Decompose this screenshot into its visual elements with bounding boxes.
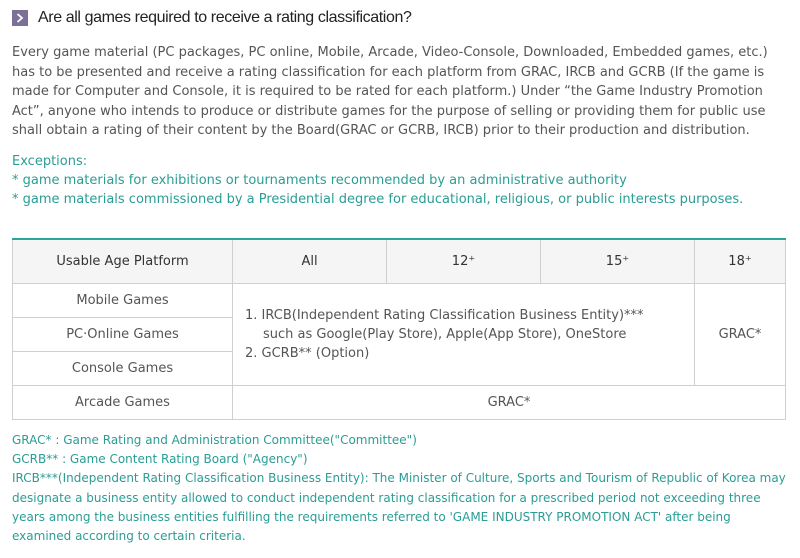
section-title: Are all games required to receive a rating classification? bbox=[38, 9, 412, 26]
ircb-line: such as Google(Play Store), Apple(App Store), OneStore bbox=[263, 327, 627, 342]
footnote: GCRB** : Game Content Rating Board ("Agency") bbox=[12, 452, 308, 467]
rating-table bbox=[12, 238, 786, 420]
exception-item: * game materials commissioned by a Presidential degree for educational, religious, or public interests purposes. bbox=[12, 192, 744, 207]
footnotes bbox=[12, 431, 788, 546]
table-header-row bbox=[13, 239, 786, 284]
exceptions-title: Exceptions: bbox=[12, 154, 88, 169]
ircb-line: 1. IRCB(Independent Rating Classification Business Entity)*** bbox=[245, 308, 644, 323]
header-12: 12⁺ bbox=[387, 239, 541, 284]
footnote: GRAC* : Game Rating and Administration Committee("Committee") bbox=[12, 433, 417, 447]
platform-console: Console Games bbox=[13, 352, 233, 386]
header-all: All bbox=[233, 239, 387, 284]
platform-pc-online: PC·Online Games bbox=[13, 318, 233, 352]
arcade-grac-cell: GRAC* bbox=[233, 386, 786, 420]
exception-item: * game materials for exhibitions or tournaments recommended by an administrative authority bbox=[12, 173, 627, 188]
table-row bbox=[13, 386, 786, 420]
table-row bbox=[13, 284, 786, 318]
exceptions-block bbox=[12, 152, 788, 209]
intro-paragraph: Every game material (PC packages, PC online, Mobile, Arcade, Video-Console, Downloaded, Embedded games, etc.) has to be presented and receive a rating classification for each platform from GRAC, IRCB and GCRB (If the game is made for Computer and Console, it is required to be rated for each platform.) Under “the Game Industry Promotion Act”, anyone who intends to produce or distribute games for the purpose of selling or providing them for public use shall obtain a rating of their content by the Board(GRAC or GCRB, IRCB) prior to their production and distribution. bbox=[12, 45, 768, 139]
header-15: 15⁺ bbox=[541, 239, 695, 284]
platform-mobile: Mobile Games bbox=[13, 284, 233, 318]
platform-arcade: Arcade Games bbox=[13, 386, 233, 420]
ircb-line: 2. GCRB** (Option) bbox=[245, 346, 370, 361]
section-heading bbox=[12, 8, 411, 28]
grac-18-cell: GRAC* bbox=[695, 284, 786, 386]
chevron-right-icon bbox=[12, 10, 28, 26]
header-platform: Usable Age Platform bbox=[13, 239, 233, 284]
ircb-cell bbox=[233, 284, 695, 386]
footnote: IRCB***(Independent Rating Classification Business Entity): The Minister of Culture, Sports and Tourism of Republic of Korea may designate a business entity allowed to conduct independent rating classification for a prescribed period not exceeding three years among the business entities fulfilling the requirements referred to 'GAME INDUSTRY PROMOTION ACT' after being examined according to certain criteria. bbox=[12, 471, 786, 544]
header-18: 18⁺ bbox=[695, 239, 786, 284]
